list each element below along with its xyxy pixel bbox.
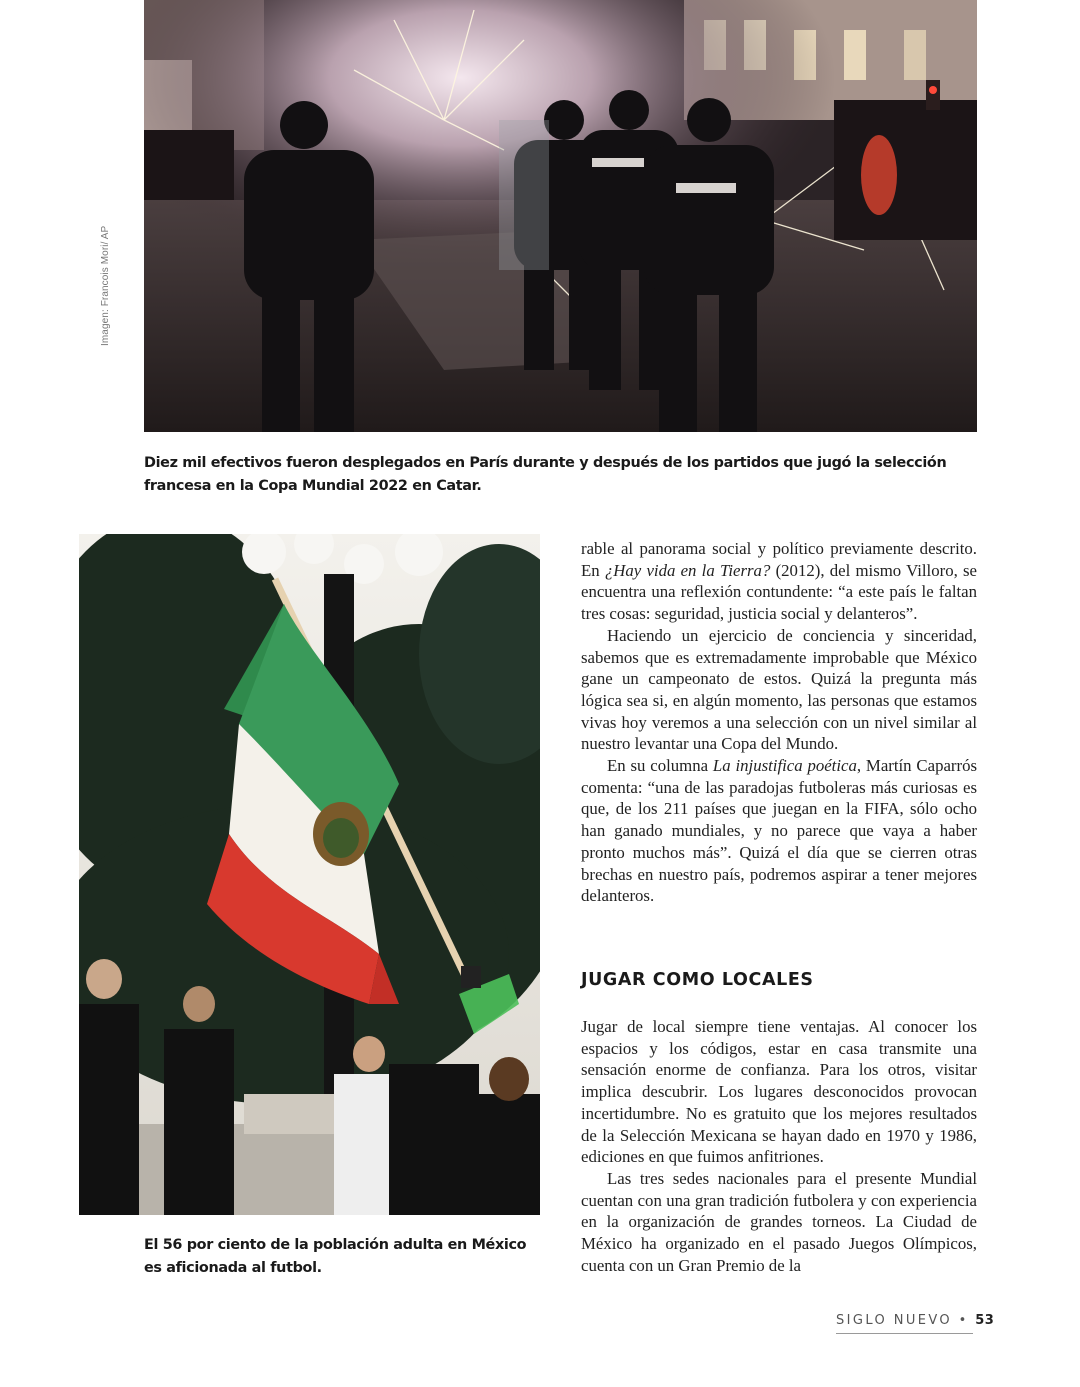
paragraph-3: En su columna La injustifica poética, Martín Caparrós comenta: “una de las paradojas futboleras más curiosas es que, de los 211 países que juegan en la FIFA, sólo ocho han ganado mundiales, y no parece que vaya a haber pronto muchos más”. Quizá el día que se cierren otras brechas en nuestro país, podremos aspirar a tener mejores delanteros.	[581, 756, 978, 906]
article-column-lower	[581, 1016, 977, 1276]
paris-police-photo	[144, 0, 977, 432]
publication-name: SIGLO NUEVO	[836, 1313, 953, 1328]
paragraph-1: rable al panorama social y político previamente descrito. En ¿Hay vida en la Tierra? (2012), del mismo Villoro, se encuentra una reflexión contundente: “a este país le faltan tres cosas: seguridad, justicia social y delanteros”.	[581, 539, 977, 624]
paragraph-4: Jugar de local siempre tiene ventajas. Al conocer los espacios y los códigos, estar en casa transmite una sensación enorme de confianza. Para los otros, visitar implica descubrir. Los lugares desconocidos provocan incertidumbre. No es gratuito que los mejores resultados de la Selección Mexicana se hayan dado en 1970 y 1986, ediciones en que fuimos anfitriones.	[581, 1017, 977, 1167]
article-column-upper	[581, 538, 977, 907]
page-footer	[836, 1313, 995, 1334]
book-title: ¿Hay vida en la Tierra?	[604, 560, 771, 580]
column-title: La injustifica poética	[712, 756, 857, 776]
mexican-flag-photo	[79, 534, 540, 1215]
section-heading: JUGAR COMO LOCALES	[581, 970, 814, 990]
photo-credit: Imagen: Francois Mori/ AP	[100, 225, 111, 346]
paragraph-2: Haciendo un ejercicio de conciencia y sinceridad, sabemos que es extremadamente improbable que México gane un campeonato de estos. Quizá la pregunta más lógica sea si, en algún momento, las personas que estamos vivas hoy veremos a una selección con un nivel similar al nuestro levantar una Copa del Mundo.	[581, 625, 977, 754]
photo-caption-left: El 56 por ciento de la población adulta en México es aficionada al futbol.	[144, 1237, 527, 1276]
footer-separator: •	[958, 1313, 969, 1328]
photo-caption-top: Diez mil efectivos fueron desplegados en París durante y después de los partidos que jugó la selección francesa en la Copa Mundial 2022 en Catar.	[144, 455, 947, 494]
page-number: 53	[975, 1313, 995, 1328]
paragraph-5: Las tres sedes nacionales para el presente Mundial cuentan con una gran tradición futbolera y con experiencia en la organización de grandes torneos. La Ciudad de México ha organizado en el pasado Juegos Olímpicos, cuenta con un Gran Premio de la	[581, 1168, 977, 1275]
